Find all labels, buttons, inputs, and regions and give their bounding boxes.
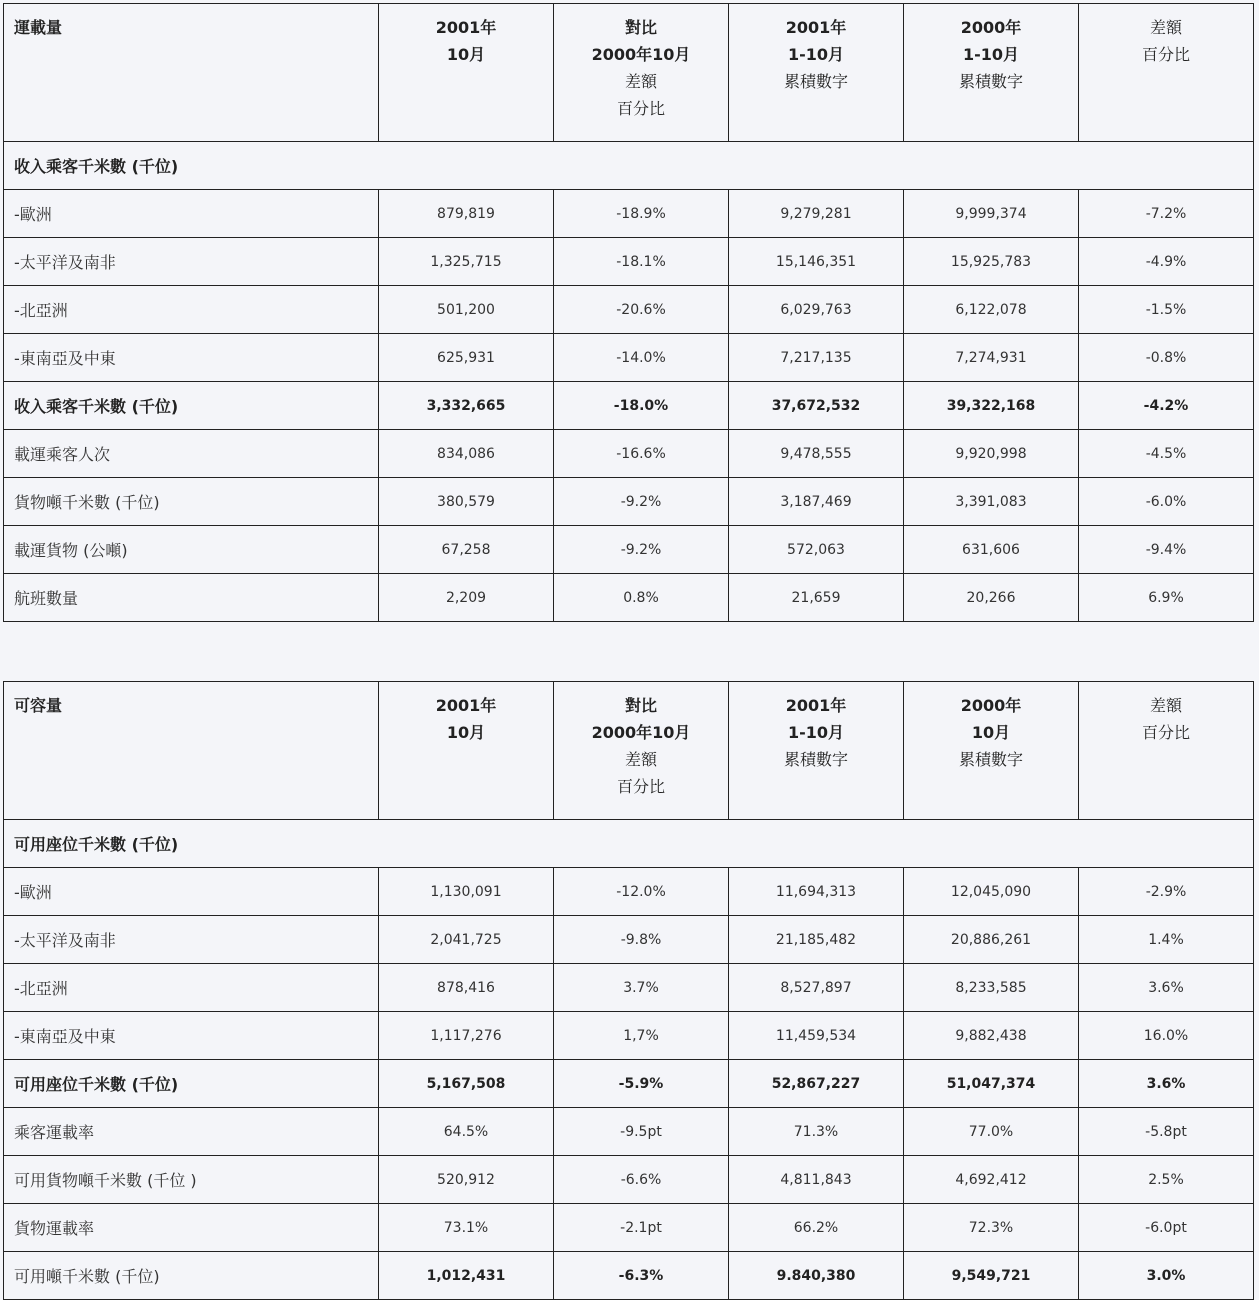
header-oct-2001: 2001年 10月: [379, 4, 554, 142]
row-label: 可用貨物噸千米數 (千位 ): [4, 1156, 379, 1204]
cell-value: 2,041,725: [379, 916, 554, 964]
cell-value: 6,029,763: [729, 286, 904, 334]
section-label: 收入乘客千米數 (千位): [4, 142, 1254, 190]
cell-value: 67,258: [379, 526, 554, 574]
capacity-table: [3, 681, 1254, 1300]
cell-value: 21,659: [729, 574, 904, 622]
cell-value: 21,185,482: [729, 916, 904, 964]
cell-value: 2.5%: [1079, 1156, 1254, 1204]
cell-value: 9,920,998: [904, 430, 1079, 478]
row-label: 貨物噸千米數 (千位): [4, 478, 379, 526]
cell-value: 12,045,090: [904, 868, 1079, 916]
table-row: [4, 334, 1254, 382]
header-diff-pct: 差額 百分比: [1079, 4, 1254, 142]
row-label: -太平洋及南非: [4, 916, 379, 964]
cell-value: -16.6%: [554, 430, 729, 478]
cell-value: 3,187,469: [729, 478, 904, 526]
cell-value: 8,233,585: [904, 964, 1079, 1012]
row-label: 航班數量: [4, 574, 379, 622]
cell-value: 878,416: [379, 964, 554, 1012]
cell-value: -9.2%: [554, 478, 729, 526]
header-ytd-2000: 2000年 1-10月 累積數字: [904, 4, 1079, 142]
cell-value: 3.6%: [1079, 1060, 1254, 1108]
section-row: [4, 142, 1254, 190]
cell-value: -9.2%: [554, 526, 729, 574]
cell-value: 1,130,091: [379, 868, 554, 916]
section-row: [4, 820, 1254, 868]
cell-value: 37,672,532: [729, 382, 904, 430]
cell-value: 11,459,534: [729, 1012, 904, 1060]
section-label: 可用座位千米數 (千位): [4, 820, 1254, 868]
cell-value: 4,811,843: [729, 1156, 904, 1204]
table-row: [4, 1252, 1254, 1300]
cell-value: -4.2%: [1079, 382, 1254, 430]
row-label: -太平洋及南非: [4, 238, 379, 286]
row-label: 乘客運載率: [4, 1108, 379, 1156]
cell-value: -0.8%: [1079, 334, 1254, 382]
cell-value: -2.1pt: [554, 1204, 729, 1252]
table-title: 運載量: [4, 4, 379, 142]
cell-value: 9,882,438: [904, 1012, 1079, 1060]
cell-value: 380,579: [379, 478, 554, 526]
cell-value: -9.5pt: [554, 1108, 729, 1156]
table-row: [4, 478, 1254, 526]
table-row: [4, 964, 1254, 1012]
cell-value: 3,332,665: [379, 382, 554, 430]
cell-value: 3.7%: [554, 964, 729, 1012]
cell-value: 7,217,135: [729, 334, 904, 382]
cell-value: -7.2%: [1079, 190, 1254, 238]
cell-value: -6.6%: [554, 1156, 729, 1204]
table-row: [4, 916, 1254, 964]
table-row: [4, 868, 1254, 916]
table-row: [4, 1060, 1254, 1108]
cell-value: 1,325,715: [379, 238, 554, 286]
header-ytd-2001: 2001年 1-10月 累積數字: [729, 682, 904, 820]
cell-value: 9.840,380: [729, 1252, 904, 1300]
cell-value: 73.1%: [379, 1204, 554, 1252]
row-label: 可用噸千米數 (千位): [4, 1252, 379, 1300]
row-label: 載運乘客人次: [4, 430, 379, 478]
cell-value: 8,527,897: [729, 964, 904, 1012]
cell-value: -9.4%: [1079, 526, 1254, 574]
table-row: [4, 238, 1254, 286]
cell-value: 39,322,168: [904, 382, 1079, 430]
cell-value: 77.0%: [904, 1108, 1079, 1156]
header-ytd-2000: 2000年 10月 累積數字: [904, 682, 1079, 820]
table-row: [4, 1012, 1254, 1060]
cell-value: 9,478,555: [729, 430, 904, 478]
cell-value: -1.5%: [1079, 286, 1254, 334]
cell-value: -4.5%: [1079, 430, 1254, 478]
cell-value: 631,606: [904, 526, 1079, 574]
cell-value: 501,200: [379, 286, 554, 334]
table-header-row: [4, 682, 1254, 820]
cell-value: 3.0%: [1079, 1252, 1254, 1300]
row-label: 載運貨物 (公噸): [4, 526, 379, 574]
cell-value: -6.0%: [1079, 478, 1254, 526]
cell-value: 7,274,931: [904, 334, 1079, 382]
row-label: -歐洲: [4, 868, 379, 916]
cell-value: -18.1%: [554, 238, 729, 286]
cell-value: -5.9%: [554, 1060, 729, 1108]
header-diff-pct: 差額 百分比: [1079, 682, 1254, 820]
table-row: [4, 430, 1254, 478]
cell-value: 9,999,374: [904, 190, 1079, 238]
row-label: -北亞洲: [4, 286, 379, 334]
cell-value: 1.4%: [1079, 916, 1254, 964]
cell-value: 11,694,313: [729, 868, 904, 916]
header-vs-oct-2000: 對比 2000年10月 差額 百分比: [554, 682, 729, 820]
cell-value: -18.0%: [554, 382, 729, 430]
cell-value: -5.8pt: [1079, 1108, 1254, 1156]
table-row: [4, 190, 1254, 238]
cell-value: 71.3%: [729, 1108, 904, 1156]
header-vs-oct-2000: 對比 2000年10月 差額 百分比: [554, 4, 729, 142]
table-row: [4, 382, 1254, 430]
header-ytd-2001: 2001年 1-10月 累積數字: [729, 4, 904, 142]
table-row: [4, 574, 1254, 622]
table-row: [4, 1108, 1254, 1156]
row-label: 可用座位千米數 (千位): [4, 1060, 379, 1108]
cell-value: 520,912: [379, 1156, 554, 1204]
cell-value: 15,925,783: [904, 238, 1079, 286]
cell-value: 2,209: [379, 574, 554, 622]
table2-body: [4, 868, 1254, 1300]
row-label: -東南亞及中東: [4, 334, 379, 382]
table-row: [4, 286, 1254, 334]
table-row: [4, 1156, 1254, 1204]
cell-value: 64.5%: [379, 1108, 554, 1156]
cell-value: -12.0%: [554, 868, 729, 916]
cell-value: 834,086: [379, 430, 554, 478]
cell-value: 66.2%: [729, 1204, 904, 1252]
cell-value: 5,167,508: [379, 1060, 554, 1108]
cell-value: 1,7%: [554, 1012, 729, 1060]
cell-value: 879,819: [379, 190, 554, 238]
cell-value: 16.0%: [1079, 1012, 1254, 1060]
cell-value: -6.3%: [554, 1252, 729, 1300]
cell-value: -18.9%: [554, 190, 729, 238]
cell-value: 9,549,721: [904, 1252, 1079, 1300]
cell-value: 0.8%: [554, 574, 729, 622]
table-header-row: [4, 4, 1254, 142]
cell-value: -4.9%: [1079, 238, 1254, 286]
row-label: 收入乘客千米數 (千位): [4, 382, 379, 430]
cell-value: -2.9%: [1079, 868, 1254, 916]
cell-value: 20,266: [904, 574, 1079, 622]
row-label: -北亞洲: [4, 964, 379, 1012]
cell-value: 3.6%: [1079, 964, 1254, 1012]
cell-value: -6.0pt: [1079, 1204, 1254, 1252]
cell-value: 4,692,412: [904, 1156, 1079, 1204]
table-row: [4, 526, 1254, 574]
table-row: [4, 1204, 1254, 1252]
cell-value: -9.8%: [554, 916, 729, 964]
row-label: 貨物運載率: [4, 1204, 379, 1252]
cell-value: 1,117,276: [379, 1012, 554, 1060]
cell-value: 72.3%: [904, 1204, 1079, 1252]
table-title: 可容量: [4, 682, 379, 820]
cell-value: 3,391,083: [904, 478, 1079, 526]
cell-value: -20.6%: [554, 286, 729, 334]
cell-value: -14.0%: [554, 334, 729, 382]
cell-value: 1,012,431: [379, 1252, 554, 1300]
cell-value: 20,886,261: [904, 916, 1079, 964]
cell-value: 625,931: [379, 334, 554, 382]
cell-value: 572,063: [729, 526, 904, 574]
cell-value: 6,122,078: [904, 286, 1079, 334]
cell-value: 9,279,281: [729, 190, 904, 238]
header-oct-2001: 2001年 10月: [379, 682, 554, 820]
row-label: -東南亞及中東: [4, 1012, 379, 1060]
cell-value: 51,047,374: [904, 1060, 1079, 1108]
cell-value: 15,146,351: [729, 238, 904, 286]
cell-value: 52,867,227: [729, 1060, 904, 1108]
cell-value: 6.9%: [1079, 574, 1254, 622]
table1-body: [4, 190, 1254, 622]
traffic-table: [3, 3, 1254, 622]
row-label: -歐洲: [4, 190, 379, 238]
